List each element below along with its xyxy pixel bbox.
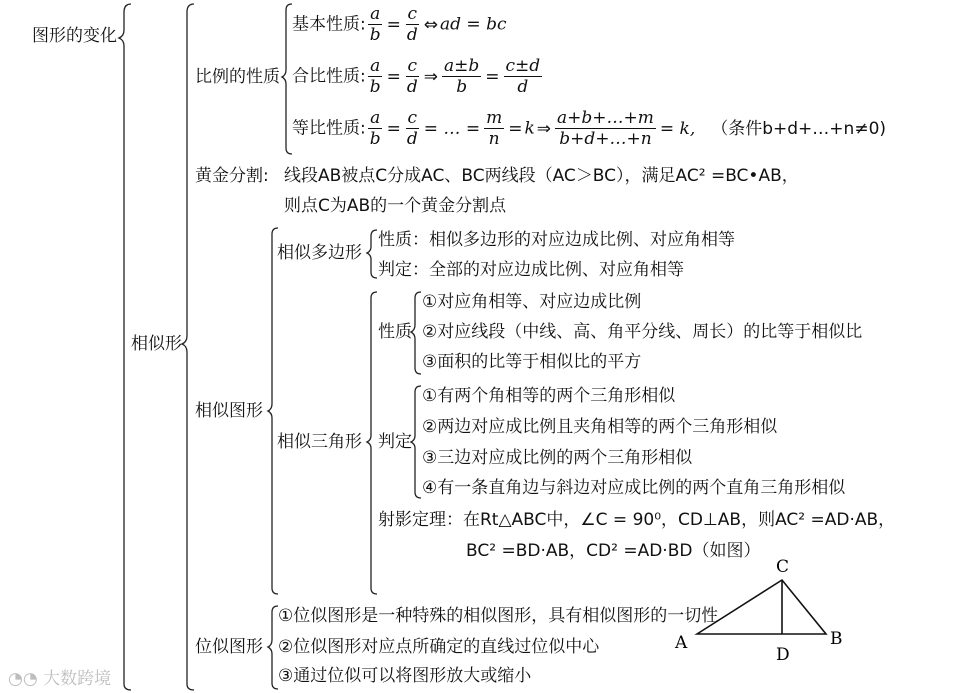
projection-theorem-1: 射影定理：在Rt△ABC中，∠C = 90⁰，CD⊥AB，则AC² =AD·AB， — [378, 510, 896, 530]
equal-label: 等比性质: — [292, 118, 366, 139]
label-c: C — [776, 557, 790, 577]
triangle-property-1: ①对应角相等、对应边成比例 — [422, 292, 642, 312]
similar-node: 相似形 — [131, 334, 182, 354]
triangle-judge-1: ①有两个角相等的两个三角形相似 — [422, 386, 676, 406]
basic-rhs: ad = bc — [440, 14, 507, 35]
judge-brace — [411, 386, 421, 498]
triangle-property-2: ②对应线段（中线、高、角平分线、周长）的比等于相似比 — [422, 322, 863, 342]
basic-property: 基本性质: $\frac{a}{b}$ = $\frac{c}{d}$ ⇔ ad = bc — [292, 4, 507, 45]
similar-brace — [182, 4, 194, 690]
polygon-judge: 判定：全部的对应边成比例、对应角相等 — [378, 260, 684, 280]
triangle-judge-2: ②两边对应成比例且夹角相等的两个三角形相似 — [422, 417, 778, 437]
polygon-property: 性质：相似多边形的对应边成比例、对应角相等 — [378, 230, 735, 250]
watermark: ◔◔ 大数跨境 — [8, 669, 112, 689]
triangle-property-3: ③面积的比等于相似比的平方 — [422, 352, 642, 372]
triangle-property-label: 性质 — [378, 322, 412, 342]
sum-label: 合比性质: — [292, 66, 366, 87]
golden-line-2: 则点C为AB的一个黄金分割点 — [284, 196, 507, 216]
golden-label: 黄金分割: — [195, 166, 269, 186]
watermark-icon: ◔◔ — [8, 669, 44, 689]
basic-label: 基本性质: — [292, 14, 366, 35]
triangle-judge-3: ③三边对应成比例的两个三角形相似 — [422, 448, 693, 468]
triangle-title: 相似三角形 — [277, 432, 362, 452]
similar-figure-node: 相似图形 — [195, 401, 263, 421]
property-brace — [411, 292, 421, 374]
equal-property: 等比性质: $\frac{a}{b}$ = $\frac{c}{d}$ = … = $\frac{m}{n}$ = k ⇒ $\frac{a+b+\dots+m}{b+d+\dots+n}$ = k, （条件b+d+…+n≠0) — [292, 108, 887, 149]
homothetic-item-1: ①位似图形是一种特殊的相似图形，具有相似图形的一切性 — [278, 606, 719, 626]
polygon-brace — [367, 230, 377, 278]
label-d: D — [776, 645, 790, 665]
homothetic-item-3: ③通过位似可以将图形放大或缩小 — [278, 666, 532, 686]
equal-condition: （条件b+d+…+n≠0) — [711, 118, 887, 139]
triangle-judge-4: ④有一条直角边与斜边对应成比例的两个直角三角形相似 — [422, 478, 846, 498]
golden-line-1: 线段AB被点C分成AC、BC两线段（AC＞BC），满足AC² =BC•AB， — [284, 166, 799, 186]
homothetic-item-2: ②位似图形对应点所确定的直线过位似中心 — [278, 637, 600, 657]
homothetic-brace — [268, 606, 278, 689]
label-b: B — [830, 629, 843, 649]
root-brace — [119, 4, 131, 690]
polygon-title: 相似多边形 — [277, 243, 362, 263]
sum-property: 合比性质: $\frac{a}{b}$ = $\frac{c}{d}$ ⇒ $\frac{a\pm b}{b}$ = $\frac{c\pm d}{d}$ — [292, 56, 541, 97]
triangle-judge-label: 判定 — [378, 432, 412, 452]
root-node: 图形的变化 — [32, 26, 117, 46]
figure-brace — [268, 228, 278, 594]
triangle-brace — [367, 292, 377, 594]
projection-theorem-2: BC² =BD·AB，CD² =AD·BD（如图） — [466, 541, 761, 561]
ratio-title: 比例的性质 — [195, 67, 280, 87]
ratio-brace — [282, 4, 292, 154]
homothetic-title: 位似图形 — [195, 637, 263, 657]
label-a: A — [675, 633, 688, 653]
